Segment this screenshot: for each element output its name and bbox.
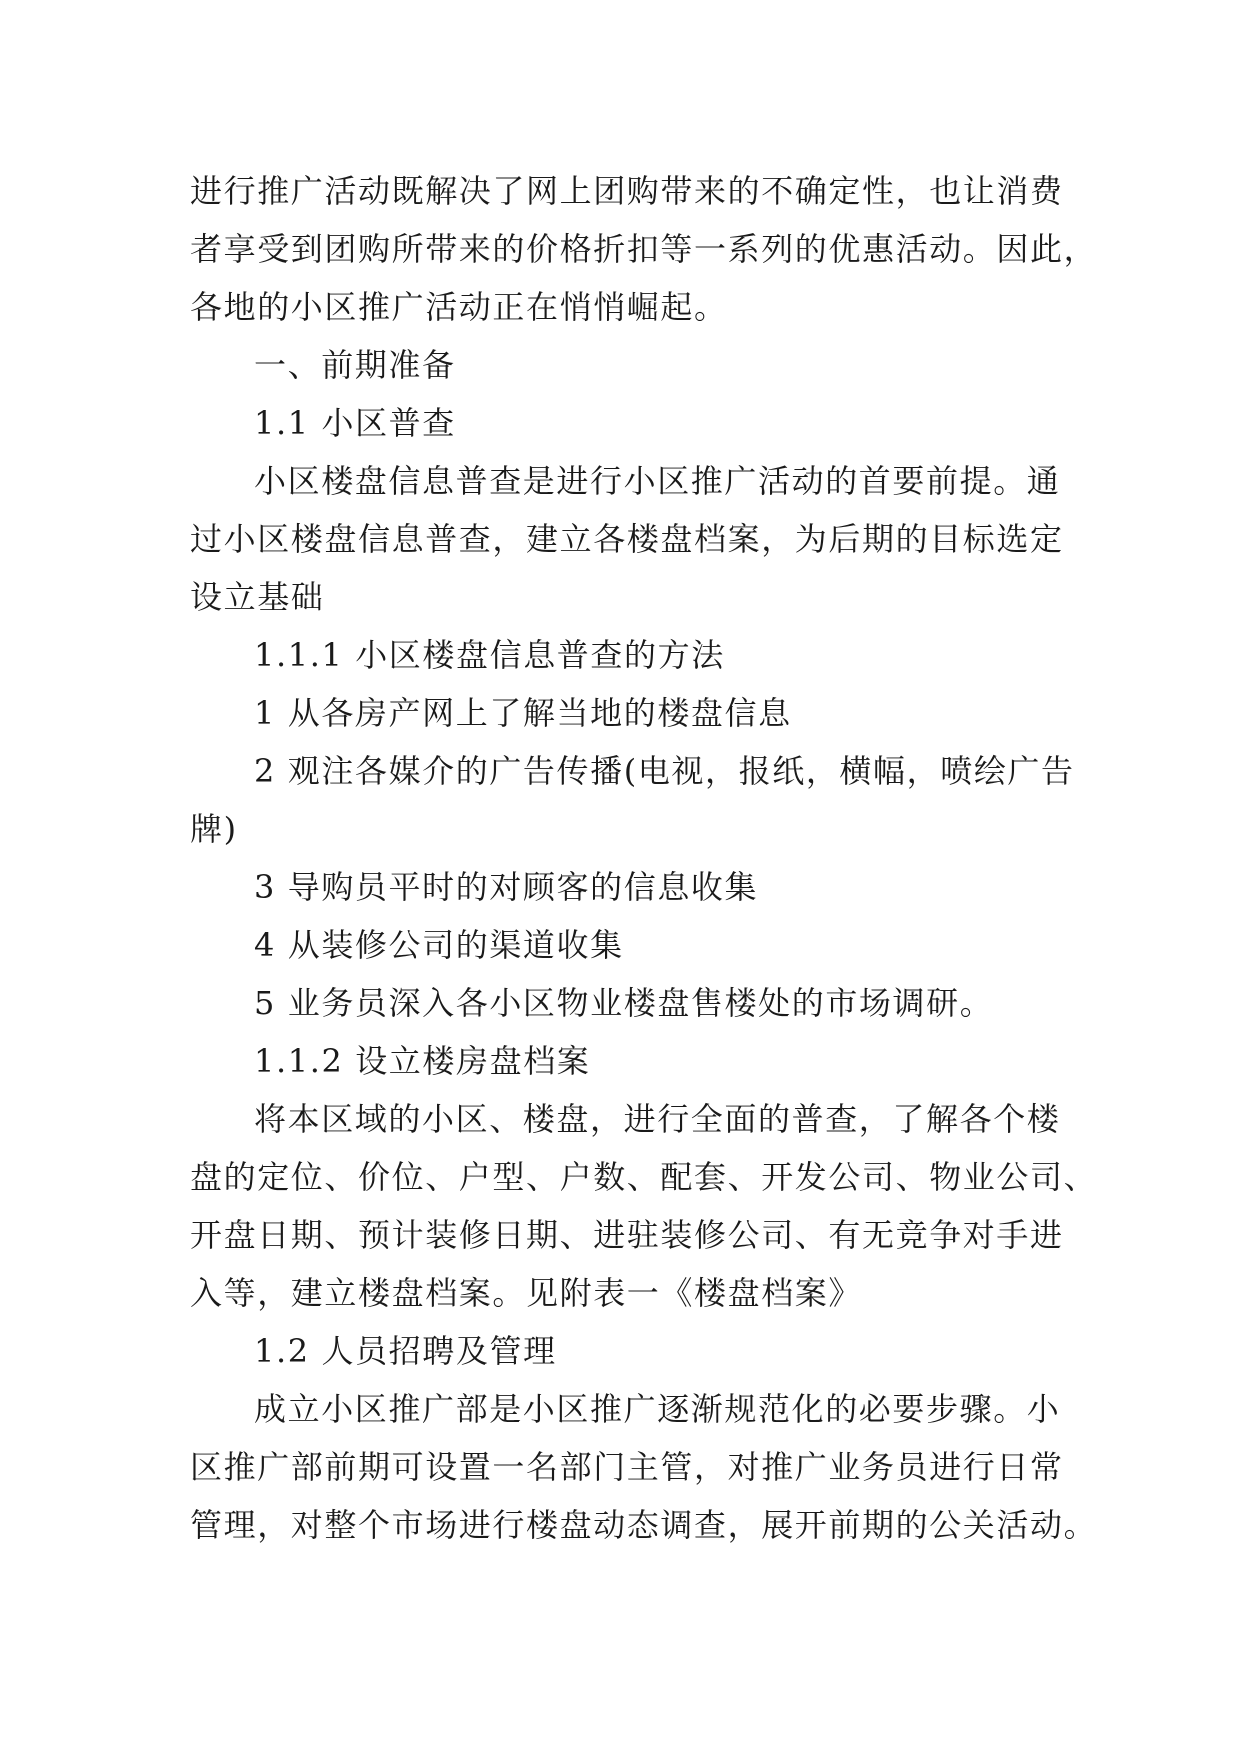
- list-item: 2 观注各媒介的广告传播(电视，报纸，横幅，喷绘广告: [254, 752, 1075, 790]
- section-heading: 一、前期准备: [254, 346, 456, 384]
- text-line: 盘的定位、价位、户型、户数、配套、开发公司、物业公司、: [190, 1158, 1098, 1196]
- text-line: 者享受到团购所带来的价格折扣等一系列的优惠活动。因此，: [190, 230, 1098, 268]
- text-line: 设立基础: [190, 578, 325, 616]
- list-item: 3 导购员平时的对顾客的信息收集: [254, 868, 759, 906]
- list-item: 5 业务员深入各小区物业楼盘售楼处的市场调研。: [254, 984, 994, 1022]
- text-line: 开盘日期、预计装修日期、进驻装修公司、有无竞争对手进: [190, 1216, 1064, 1254]
- list-item: 1 从各房产网上了解当地的楼盘信息: [254, 694, 792, 732]
- text-line: 将本区域的小区、楼盘，进行全面的普查，了解各个楼: [254, 1100, 1061, 1138]
- document-body: [190, 162, 1098, 1554]
- text-line: 小区楼盘信息普查是进行小区推广活动的首要前提。通: [254, 462, 1061, 500]
- list-item: 4 从装修公司的渠道收集: [254, 926, 624, 964]
- subsection-heading: 1.1.2 设立楼房盘档案: [254, 1042, 591, 1080]
- text-line: 各地的小区推广活动正在悄悄崛起。: [190, 288, 728, 326]
- text-line: 入等，建立楼盘档案。见附表一《楼盘档案》: [190, 1274, 863, 1312]
- text-line: 成立小区推广部是小区推广逐渐规范化的必要步骤。小: [254, 1390, 1061, 1428]
- subsection-heading: 1.1 小区普查: [254, 404, 456, 442]
- subsection-heading: 1.2 人员招聘及管理: [254, 1332, 557, 1370]
- list-item-continuation: 牌): [190, 810, 238, 848]
- text-line: 区推广部前期可设置一名部门主管，对推广业务员进行日常: [190, 1448, 1064, 1486]
- text-line: 过小区楼盘信息普查，建立各楼盘档案，为后期的目标选定: [190, 520, 1064, 558]
- text-line: 管理，对整个市场进行楼盘动态调查，展开前期的公关活动。: [190, 1506, 1098, 1544]
- subsection-heading: 1.1.1 小区楼盘信息普查的方法: [254, 636, 725, 674]
- text-line: 进行推广活动既解决了网上团购带来的不确定性，也让消费: [190, 172, 1064, 210]
